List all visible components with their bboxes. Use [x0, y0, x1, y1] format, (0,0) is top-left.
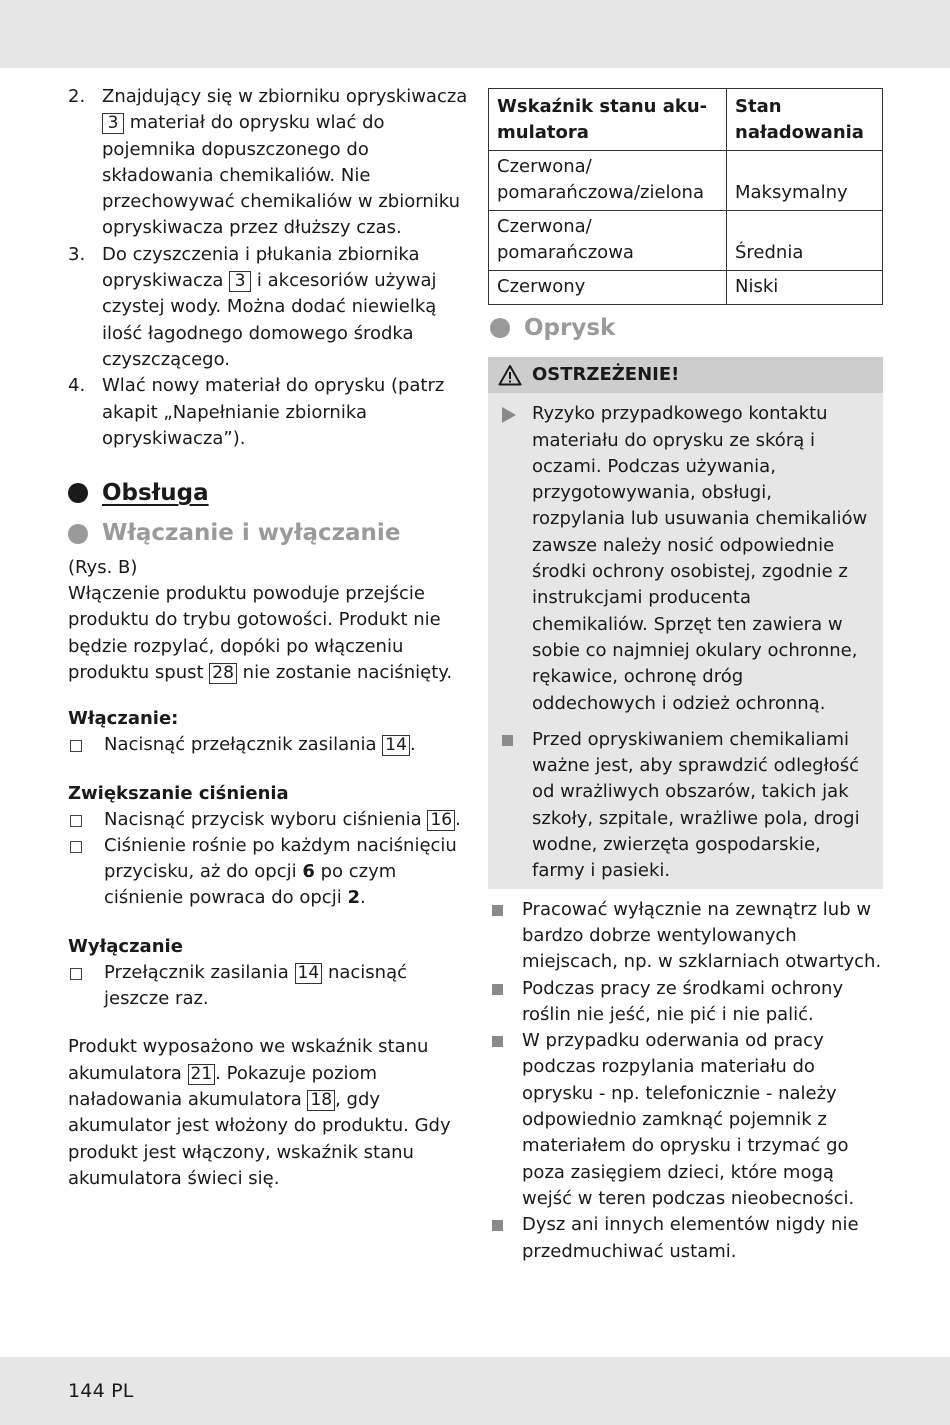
list-text: W przypadku oderwania od pracy podczas rozpylania materiału do oprysku - np. telefonicznie - należy odpowiednio zamknąć pojemnik z materiałem do oprysku i trzymać go poza zasięgiem dzieci, które mogą wejść w teren podczas nieobecności.: [522, 1030, 855, 1209]
item-text: Nacisnąć przycisk wyboru ciśnienia: [104, 808, 422, 830]
off-title: Wyłączanie: [68, 935, 183, 957]
paragraph-text: . Pokazuje poziom naładowania akumulatora: [68, 1062, 378, 1110]
list-item: [68, 242, 468, 373]
table-header-row: [489, 89, 883, 151]
list-text: materiał do oprysku wlać do pojemnika dopuszczonego do składowania chemikaliów. Nie przechowywać chemikaliów w zbiorniku opryskiwacza przez dłuższy czas.: [102, 112, 461, 239]
item-text: Przełącznik zasilania: [104, 961, 289, 983]
warning-triangle-icon: [498, 364, 522, 386]
checkbox-bullet-icon: [70, 968, 82, 980]
square-bullet-icon: [492, 1220, 503, 1231]
bullet-list: [488, 897, 883, 1265]
punctuation: .: [359, 887, 366, 909]
heading-wlaczanie: Włączanie i wyłączanie: [102, 520, 401, 547]
punctuation: .: [455, 808, 461, 830]
warning-box: [488, 357, 883, 888]
list-item: [68, 373, 468, 452]
warning-text: Ryzyko przypadkowego kontaktu materiału do oprysku ze skórą i oczami. Podczas używania, przygotowywania, obsługi, rozpylania lub usuwania chemikaliów zawsze należy nosić odpowiednie środki ochrony osobistej, zgodnie z instrukcjami producenta chemikaliów. Sprzęt ten zawiera w sobie co najmniej okulary ochronne, rękawice, ochronę dróg oddechowych i odzież ochronną.: [532, 403, 868, 714]
table-cell: Maksymalny: [727, 151, 883, 211]
checkbox-bullet-icon: [70, 841, 82, 853]
pressure-title: Zwiększanie ciśnienia: [68, 782, 289, 804]
list-number: 4.: [68, 375, 86, 397]
option-number: 2: [347, 887, 360, 909]
reference-box: 28: [209, 663, 237, 684]
reference-box: 18: [307, 1090, 335, 1111]
reference-box: 16: [427, 810, 455, 831]
reference-box: 14: [382, 735, 410, 756]
checklist-item: [68, 833, 468, 912]
numbered-list: [68, 84, 468, 452]
heading-obsluga: Obsługa: [102, 480, 209, 507]
option-number: 6: [302, 861, 315, 883]
intro-paragraph: [68, 555, 468, 686]
list-item: [492, 897, 883, 976]
checklist: [68, 732, 468, 758]
checkbox-bullet-icon: [70, 815, 82, 827]
warning-body: [488, 393, 883, 886]
subsection-heading: [68, 520, 468, 546]
reference-box: 3: [102, 113, 124, 134]
paragraph-text: nie zostanie naciśnięty.: [242, 661, 453, 683]
item-text: Ciśnienie rośnie po każdym naciśnięciu przycisku, aż do opcji: [104, 834, 457, 883]
square-bullet-icon: [492, 984, 503, 995]
checkbox-bullet-icon: [70, 740, 82, 752]
circle-bullet-icon: [68, 524, 88, 544]
square-bullet-icon: [492, 1036, 503, 1047]
arrow-bullet-icon: [502, 407, 516, 423]
list-number: 3.: [68, 243, 86, 265]
checklist-item: [68, 960, 468, 1013]
square-bullet-icon: [502, 735, 513, 746]
warning-item: [502, 401, 869, 717]
list-item: [68, 84, 468, 242]
list-text: Dysz ani innych elementów nigdy nie przedmuchiwać ustami.: [522, 1214, 859, 1262]
figure-reference: (Rys. B): [68, 556, 138, 578]
paragraph-text: Produkt wyposażono we wskaźnik stanu akumulatora: [68, 1036, 429, 1084]
warning-header: [488, 357, 883, 393]
on-title: Włączanie:: [68, 708, 179, 730]
list-item: [492, 976, 883, 1029]
list-text: Znajdujący się w zbiorniku opryskiwacza: [102, 86, 468, 107]
table-header: Stan naładowania: [727, 89, 883, 151]
table-cell: Średnia: [727, 211, 883, 271]
table-row: [489, 151, 883, 211]
reference-box: 21: [188, 1064, 216, 1085]
table-cell: Czerwona/ pomarańczowa/zielona: [489, 151, 727, 211]
punctuation: .: [409, 734, 416, 756]
checklist: [68, 807, 468, 912]
right-column: [488, 88, 883, 1265]
warning-item: [502, 727, 869, 887]
list-item: [492, 1212, 883, 1265]
list-text: Podczas pracy ze środkami ochrony roślin nie jeść, nie pić i nie palić.: [522, 977, 844, 1025]
top-band: [0, 0, 950, 68]
battery-status-table: [488, 88, 883, 305]
heading-oprysk: Oprysk: [524, 315, 616, 341]
battery-paragraph: [68, 1034, 468, 1192]
left-column: [68, 84, 468, 1192]
table-row: [489, 211, 883, 271]
circle-bullet-icon: [490, 318, 510, 338]
checklist: [68, 960, 468, 1013]
list-number: 2.: [68, 86, 86, 107]
reference-box: 14: [295, 963, 323, 984]
table-row: [489, 271, 883, 305]
table-cell: Niski: [727, 271, 883, 305]
square-bullet-icon: [492, 905, 503, 916]
page-number: 144 PL: [68, 1380, 134, 1402]
subsection-heading: [490, 315, 883, 341]
table-cell: Czerwony: [489, 271, 727, 305]
warning-title: OSTRZEŻENIE!: [532, 364, 680, 386]
checklist-item: [68, 807, 468, 833]
section-heading: [68, 480, 468, 506]
list-text: Pracować wyłącznie na zewnątrz lub w bardzo dobrze wentylowanych miejscach, np. w szklarniach otwartych.: [522, 898, 882, 973]
list-text: Do czyszczenia i płukania zbiornika opryskiwacza: [102, 243, 420, 292]
table-header: Wskaźnik stanu aku-mulatora: [489, 89, 727, 151]
list-text: Wlać nowy materiał do oprysku (patrz akapit „Napełnianie zbiornika opryskiwacza”).: [102, 375, 445, 449]
table-cell: Czerwona/ pomarańczowa: [489, 211, 727, 271]
paragraph-text: Włączenie produktu powoduje przejście produktu do trybu gotowości. Produkt nie będzie rozpylać, dopóki po włączeniu produktu spust: [68, 583, 441, 683]
item-text: po czym ciśnienie powraca do opcji: [104, 861, 397, 909]
list-text: i akcesoriów używaj czystej wody. Można dodać niewielką ilość łagodnego domowego środka czyszczącego.: [102, 270, 437, 370]
circle-bullet-icon: [68, 483, 88, 503]
item-text: Nacisnąć przełącznik zasilania: [104, 734, 377, 756]
reference-box: 3: [229, 271, 251, 292]
item-text: nacisnąć jeszcze raz.: [104, 961, 408, 1010]
list-item: [492, 1028, 883, 1212]
checklist-item: [68, 732, 468, 758]
bottom-band: [0, 1357, 950, 1425]
warning-text: Przed opryskiwaniem chemikaliami ważne jest, aby sprawdzić odległość od wrażliwych obszarów, takich jak szkoły, szpitale, wrażliwe pola, drogi wodne, zwierzęta gospodarskie, farmy i pasieki.: [532, 728, 860, 882]
paragraph-text: , gdy akumulator jest włożony do produktu. Gdy produkt jest włączony, wskaźnik stanu akumulatora świeci się.: [68, 1088, 451, 1189]
